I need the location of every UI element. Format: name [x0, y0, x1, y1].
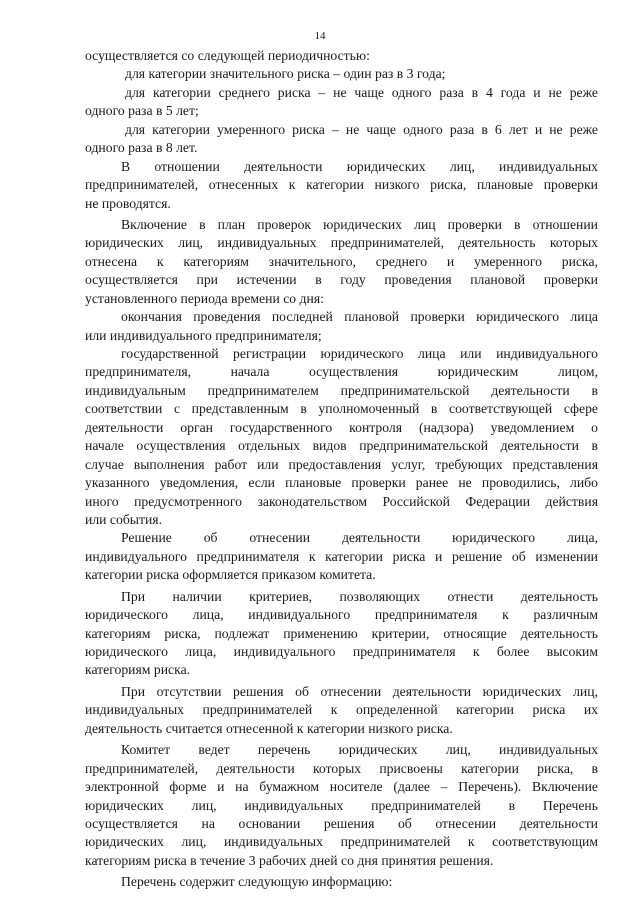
- page-number: 14: [314, 30, 326, 42]
- document-body: [85, 47, 598, 892]
- text-line: Решение об отнесении деятельности юридического лица,: [121, 530, 598, 546]
- text-line: предпринимателей, отнесенных к категории низкого риска, плановые проверки: [85, 177, 598, 193]
- text-line: начале осуществления отдельных видов предпринимательской деятельности в: [85, 438, 598, 454]
- text-line: случае выполнения работ или предоставления услуг, требующих представления: [85, 456, 598, 472]
- text-line: отнесена к категориям значительного, среднего и умеренного риска,: [85, 253, 598, 269]
- text-line: одного раза в 8 лет.: [85, 140, 198, 156]
- text-line: категориям риска.: [85, 662, 191, 678]
- text-line: деятельность считается отнесенной к категории низкого риска.: [85, 720, 453, 736]
- text-line: осуществляется со следующей периодичностью:: [85, 48, 370, 63]
- text-line: деятельности орган государственного контроля (надзора) уведомлением о: [85, 419, 598, 435]
- text-line: индивидуальным предпринимателем предпринимательской деятельности в: [85, 382, 598, 398]
- text-line: для категории среднего риска – не чаще одного раза в 4 года и не реже: [125, 84, 598, 100]
- text-line: предпринимателей, деятельности которых присвоены категории риска, в: [85, 760, 598, 776]
- text-line: юридических лиц, индивидуальных предпринимателей, деятельность которых: [85, 235, 598, 251]
- text-line: соответствии с представленным в уполномоченный в соответствующей сфере: [85, 401, 598, 417]
- text-line: юридических лиц, индивидуальных предпринимателей к соответствующим: [85, 834, 598, 850]
- text-line: предпринимателя, начала осуществления юридическим лицом,: [85, 364, 598, 380]
- text-line: При наличии критериев, позволяющих отнести деятельность: [121, 588, 598, 604]
- text-line: категориям риска в течение 3 рабочих дней со дня принятия решения.: [85, 852, 494, 868]
- text-line: В отношении деятельности юридических лиц, индивидуальных: [121, 158, 598, 174]
- text-line: для категории умеренного риска – не чаще одного раза в 6 лет и не реже: [125, 121, 598, 137]
- text-line: установленного периода времени со дня:: [85, 290, 324, 306]
- text-line: юридических лиц, индивидуальных предпринимателей в Перечень: [85, 797, 598, 813]
- text-line: Включение в план проверок юридических лиц проверки в отношении: [121, 216, 598, 232]
- text-line: юридического лица, индивидуального предпринимателя к более высоким: [85, 644, 598, 659]
- text-line: электронной форме и на бумажном носителе (далее – Перечень). Включение: [85, 779, 598, 795]
- text-line: индивидуальных предпринимателей к определенной категории риска их: [85, 702, 598, 718]
- text-line: окончания проведения последней плановой проверки юридического лица: [121, 309, 598, 325]
- text-line: Перечень содержит следующую информацию:: [121, 874, 393, 890]
- text-line: При отсутствии решения об отнесении деятельности юридических лиц,: [121, 683, 598, 699]
- text-line: осуществляется при истечении в году проведения плановой проверки: [85, 272, 598, 288]
- text-line: не проводятся.: [85, 195, 171, 211]
- text-line: категории риска оформляется приказом комитета.: [85, 567, 376, 583]
- text-line: или индивидуального предпринимателя;: [85, 327, 322, 343]
- text-line: категориям риска, подлежат применению критерии, относящие деятельность: [85, 625, 598, 641]
- text-line: индивидуального предпринимателя к категории риска и решение об изменении: [85, 548, 598, 564]
- text-line: или события.: [85, 511, 163, 527]
- text-line: Комитет ведет перечень юридических лиц, индивидуальных: [121, 742, 598, 758]
- text-line: государственной регистрации юридического лица или индивидуального: [121, 346, 598, 361]
- text-line: одного раза в 5 лет;: [85, 103, 199, 119]
- text-line: для категории значительного риска – один раз в 3 года;: [125, 66, 446, 82]
- text-line: осуществляется на основании решения об отнесении деятельности: [85, 815, 598, 831]
- text-line: юридического лица, индивидуального предпринимателя к различным: [85, 607, 598, 623]
- text-line: иного предусмотренного законодательством Российской Федерации действия: [85, 493, 598, 509]
- text-line: указанного уведомления, если плановые проверки ранее не проводились, либо: [85, 475, 598, 491]
